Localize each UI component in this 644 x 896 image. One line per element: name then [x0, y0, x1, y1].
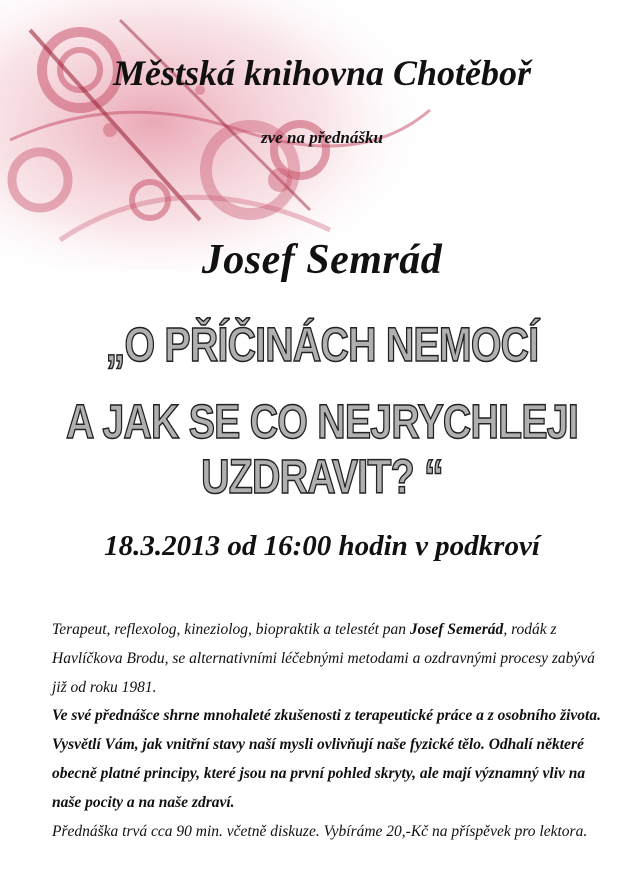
- lecture-title-line-2: A JAK SE CO NEJRYCHLEJI UZDRAVIT? “: [66, 396, 578, 504]
- description-block: [52, 616, 612, 846]
- intro-prefix: Terapeut, reflexolog, kineziolog, biopraktik a telestét pan: [52, 621, 410, 638]
- closing-paragraph: Přednáška trvá cca 90 min. včetně diskuze. Vybíráme 20,-Kč na příspěvek pro lektora.: [52, 822, 588, 840]
- invite-text: zve na přednášku: [261, 128, 383, 147]
- event-date-line: 18.3.2013 od 16:00 hodin v podkroví: [104, 530, 540, 562]
- library-name-heading: Městská knihovna Chotěboř: [112, 53, 532, 93]
- intro-speaker-name: Josef Semerád: [409, 621, 504, 638]
- intro-paragraph: [52, 616, 612, 702]
- summary-paragraph: Ve své přednášce shrne mnohaleté zkušenosti z terapeutické práce a z osobního života. Vysvětlí Vám, jak vnitřní stavy naší mysli ovlivňují naše fyzické tělo. Odhalí některé obecně platné principy, které jsou na první pohled skryty, ale mají významný vliv na naše pocity a na naše zdraví.: [52, 707, 601, 811]
- intro-suffix: , rodák z Havlíčkova Brodu, se alternativními léčebnými metodami a ozdravnými procesy zabývá již od roku 1981.: [52, 621, 595, 696]
- speaker-name: Josef Semrád: [201, 237, 443, 283]
- lecture-title-line-1: „O PŘÍČINÁCH NEMOCÍ: [105, 319, 539, 372]
